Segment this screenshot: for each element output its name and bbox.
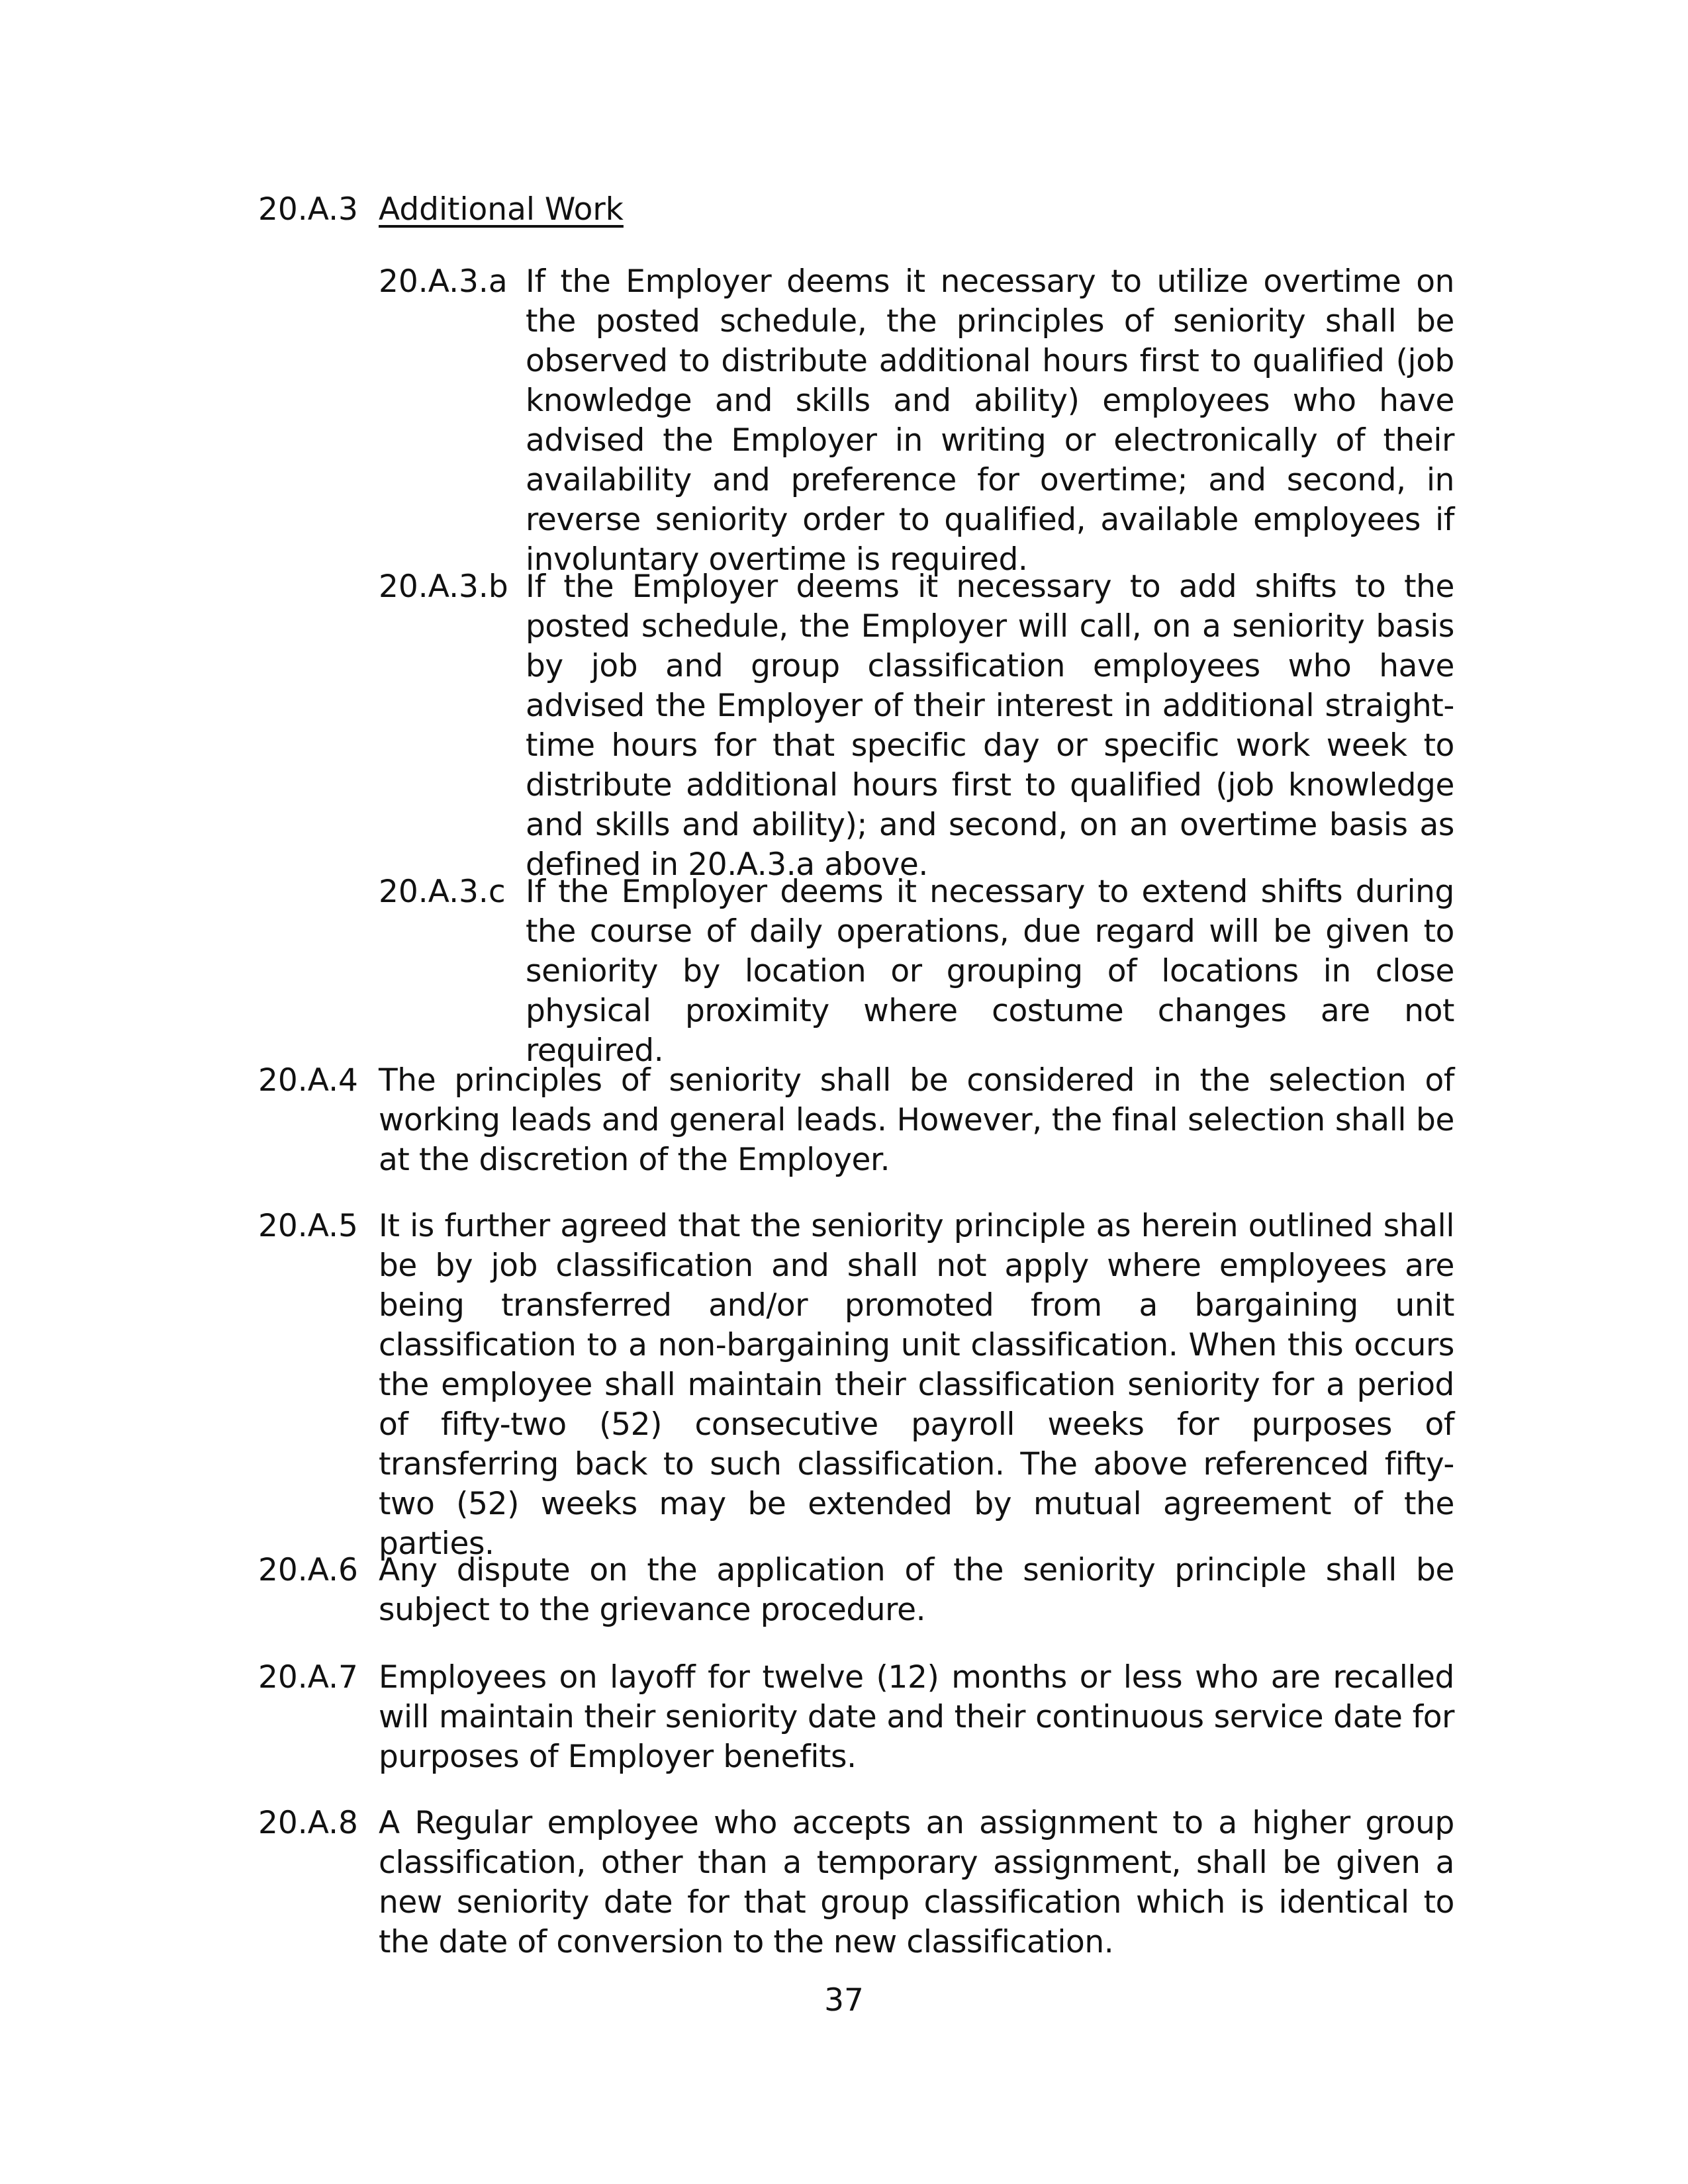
section-number-20a3: 20.A.3 [258,191,358,228]
section-number-20a3c: 20.A.3.c [379,874,506,910]
section-number-20a3b: 20.A.3.b [379,569,508,605]
section-text-20a3a: If the Employer deems it necessary to utilize overtime on the posted schedule, the principles of seniority shall be observed to distribute additional hours first to qualified (job knowledge and skills and ability) employees who have advised the Employer in writing or electronically of their availability and preference for overtime; and second, in reverse seniority order to qualified, available employees if involuntary overtime is required. [526,263,1454,578]
section-number-20a4: 20.A.4 [258,1062,358,1099]
section-number-20a3a: 20.A.3.a [379,263,508,300]
section-number-20a8: 20.A.8 [258,1805,358,1841]
section-text-20a3b: If the Employer deems it necessary to add shifts to the posted schedule, the Employer will call, on a seniority basis by job and group classification employees who have advised the Employer of their interest in additional straight-time hours for that specific day or specific work week to distribute additional hours first to qualified (job knowledge and skills and ability); and second, on an overtime basis as defined in 20.A.3.a above. [526,569,1454,883]
section-text-20a4: The principles of seniority shall be considered in the selection of working leads and general leads. However, the final selection shall be at the discretion of the Employer. [379,1062,1454,1178]
section-number-20a7: 20.A.7 [258,1659,358,1696]
section-text-20a5: It is further agreed that the seniority principle as herein outlined shall be by job classification and shall not apply where employees are being transferred and/or promoted from a bargaining unit classification to a non-bargaining unit classification. When this occurs the employee shall maintain their classification seniority for a period of fifty-two (52) consecutive payroll weeks for purposes of transferring back to such classification. The above referenced fifty-two (52) weeks may be extended by mutual agreement of the parties. [379,1208,1454,1562]
section-text-20a8: A Regular employee who accepts an assignment to a higher group classification, other than a temporary assignment, shall be given a new seniority date for that group classification which is identical to the date of conversion to the new classification. [379,1805,1454,1960]
section-number-20a5: 20.A.5 [258,1208,358,1244]
page-number: 37 [824,1982,864,2019]
section-text-20a6: Any dispute on the application of the seniority principle shall be subject to the grievance procedure. [379,1552,1454,1628]
section-text-20a3c: If the Employer deems it necessary to extend shifts during the course of daily operations, due regard will be given to seniority by location or grouping of locations in close physical proximity where costume changes are not required. [526,874,1454,1069]
section-text-20a7: Employees on layoff for twelve (12) months or less who are recalled will maintain their seniority date and their continuous service date for purposes of Employer benefits. [379,1659,1454,1775]
section-number-20a6: 20.A.6 [258,1552,358,1588]
section-heading-additional-work: Additional Work [379,191,624,228]
